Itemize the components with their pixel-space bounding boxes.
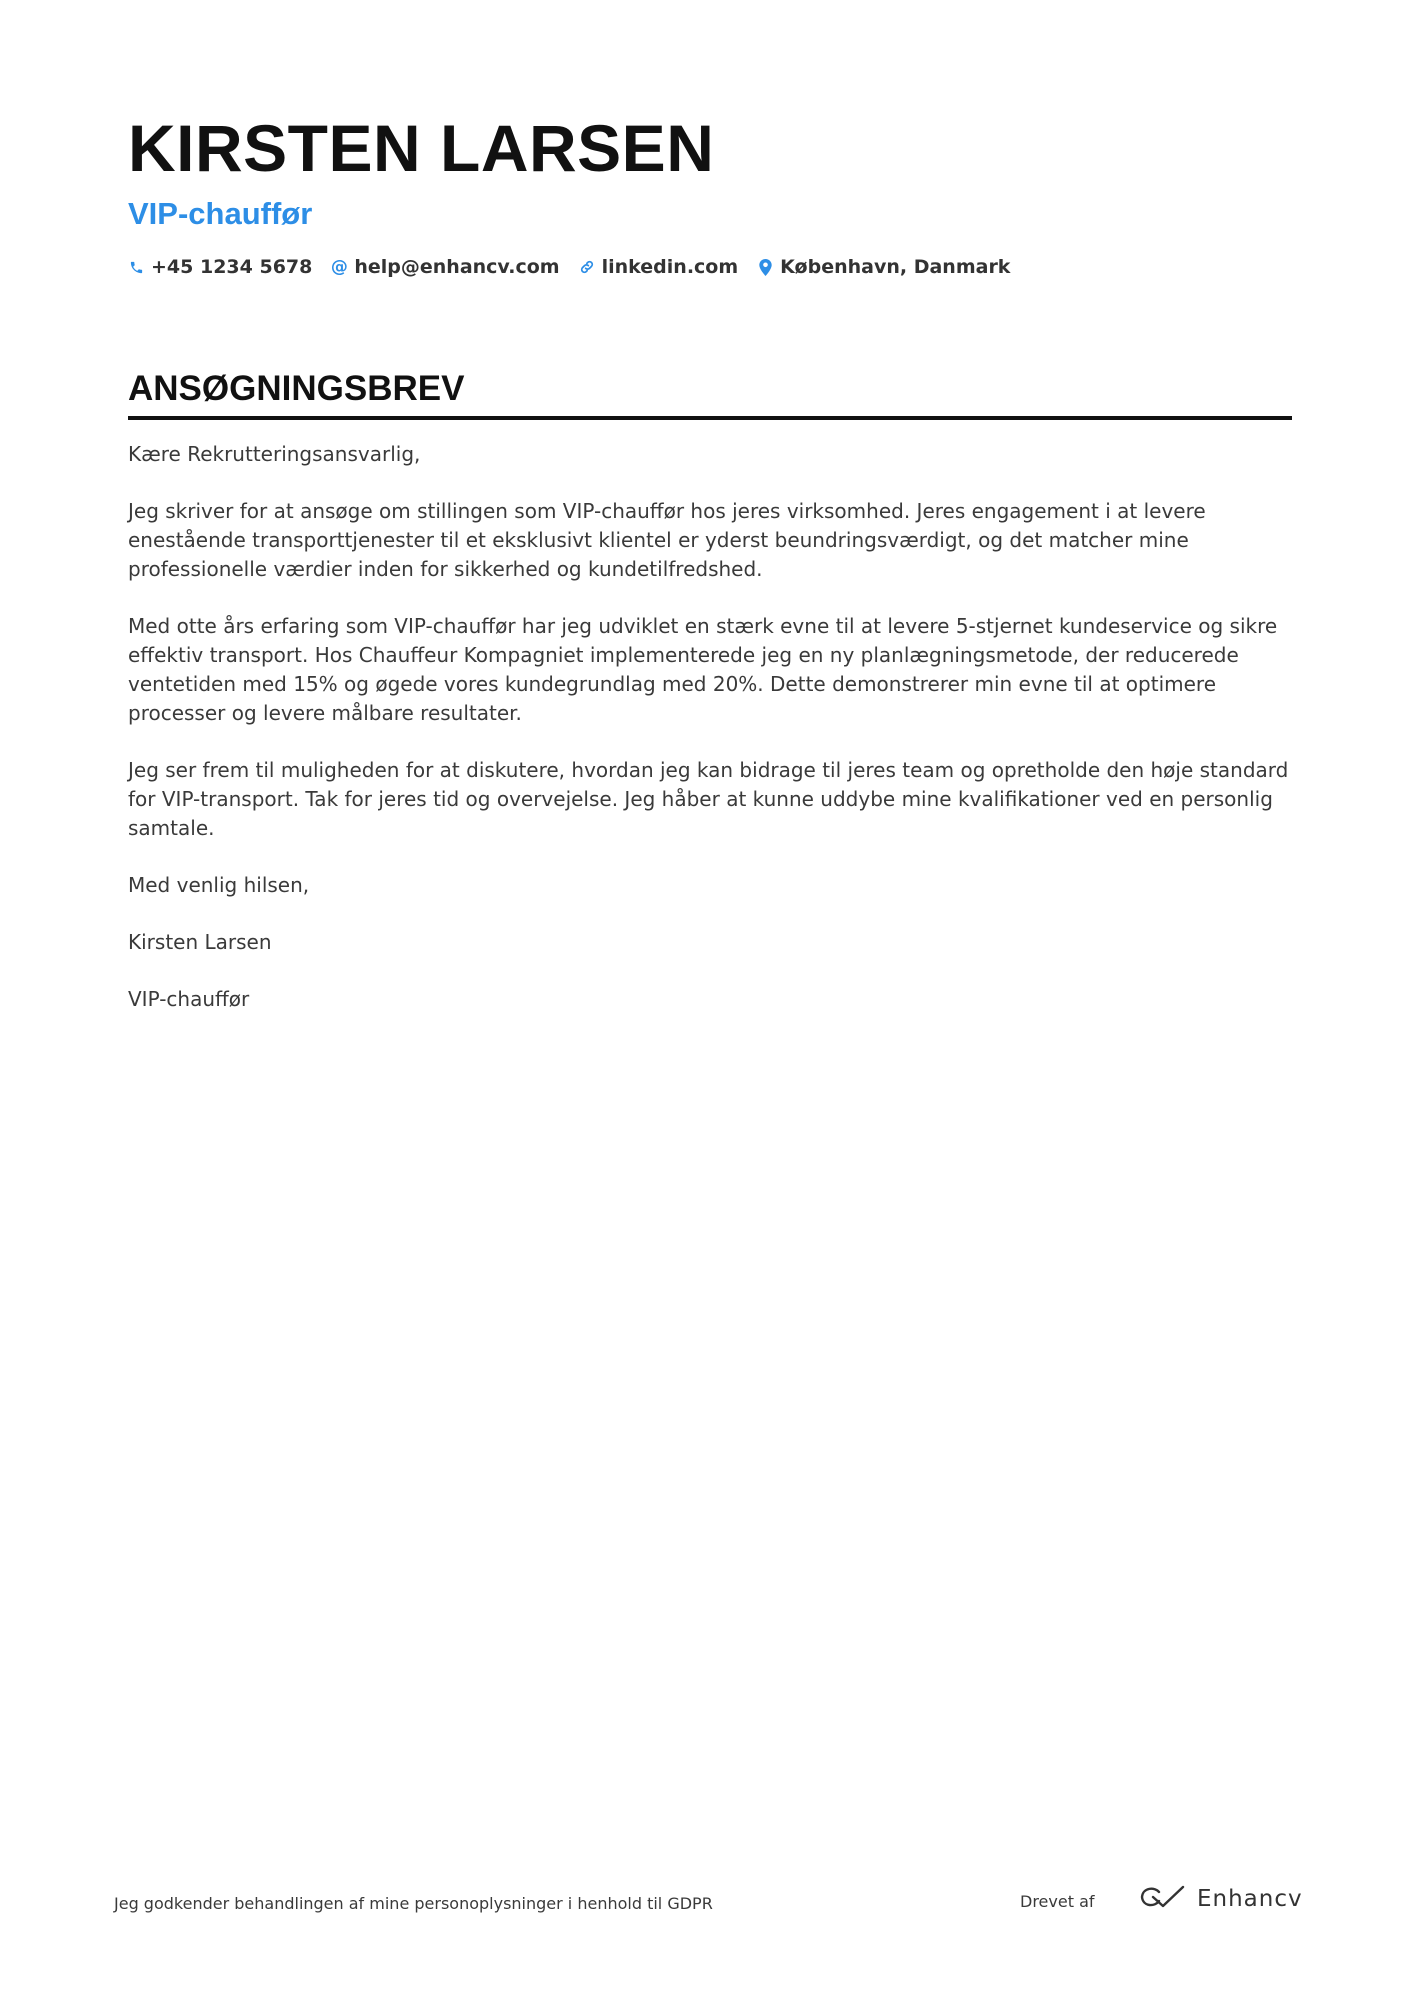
cover-letter-section bbox=[128, 368, 1292, 1042]
gdpr-consent-text: Jeg godkender behandlingen af mine personoplysninger i henhold til GDPR bbox=[114, 1894, 713, 1913]
letter-paragraph: Jeg ser frem til muligheden for at diskutere, hvordan jeg kan bidrage til jeres team og opretholde den høje standard for VIP-transport. Tak for jeres tid og overvejelse. Jeg håber at kunne uddybe mine kvalifikationer ved en personlig samtale. bbox=[128, 758, 1289, 840]
enhancv-logo[interactable] bbox=[1139, 1884, 1303, 1914]
linkedin-text: linkedin.com bbox=[601, 256, 739, 278]
letter-greeting: Kære Rekrutteringsansvarlig, bbox=[128, 442, 421, 466]
letter-body bbox=[128, 440, 1292, 1014]
location-text: København, Danmark bbox=[780, 256, 1011, 278]
link-icon bbox=[579, 258, 595, 276]
at-icon: @ bbox=[330, 257, 348, 277]
brand-name: Enhancv bbox=[1197, 1886, 1303, 1912]
letter-closing: Med venlig hilsen, bbox=[128, 873, 310, 897]
section-title: ANSØGNINGSBREV bbox=[128, 369, 465, 408]
letter-paragraph: Jeg skriver for at ansøge om stillingen som VIP-chauffør hos jeres virksomhed. Jeres engagement i at levere enestående transporttjenester til et eksklusivt klientel er yderst beundringsværdigt, og det matcher mine professionelle værdier inden for sikkerhed og kundetilfredshed. bbox=[128, 499, 1206, 581]
contact-bar bbox=[128, 256, 1292, 278]
contact-phone[interactable] bbox=[128, 256, 312, 278]
footer bbox=[114, 1886, 1303, 1920]
letter-paragraph: Med otte års erfaring som VIP-chauffør har jeg udviklet en stærk evne til at levere 5-stjernet kundeservice og sikre effektiv transport. Hos Chauffeur Kompagniet implementerede jeg en ny planlægningsmetode, der reducerede ventetiden med 15% og øgede vores kundegrundlag med 20%. Dette demonstrerer min evne til at optimere processer og levere målbare resultater. bbox=[128, 614, 1278, 725]
location-pin-icon bbox=[757, 258, 773, 276]
enhancv-logo-icon bbox=[1139, 1884, 1187, 1914]
phone-text: +45 1234 5678 bbox=[151, 256, 313, 278]
applicant-name: KIRSTEN LARSEN bbox=[128, 111, 715, 185]
contact-email[interactable] bbox=[331, 256, 559, 278]
contact-location bbox=[757, 256, 1010, 278]
powered-by-label: Drevet af bbox=[1020, 1892, 1095, 1911]
contact-linkedin[interactable] bbox=[579, 256, 739, 278]
signature-name: Kirsten Larsen bbox=[128, 930, 272, 954]
job-title: VIP-chauffør bbox=[128, 196, 313, 231]
phone-icon bbox=[128, 258, 144, 276]
section-divider bbox=[128, 416, 1292, 420]
header bbox=[128, 108, 1292, 278]
signature-title: VIP-chauffør bbox=[128, 987, 250, 1011]
email-text: help@enhancv.com bbox=[354, 256, 560, 278]
